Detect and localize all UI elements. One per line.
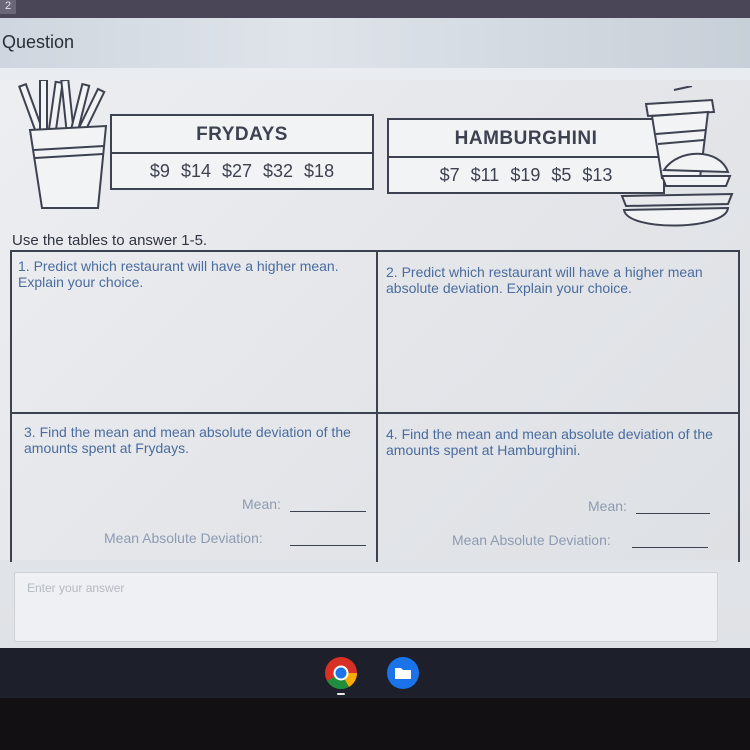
grid-divider-horizontal (12, 412, 738, 414)
question-2: 2. Predict which restaurant will have a higher mean absolute deviation. Explain your choice. (386, 264, 703, 296)
answer-box[interactable] (14, 572, 718, 642)
q4-mean-label: Mean: (588, 498, 627, 514)
q3-mean-label: Mean: (242, 496, 281, 512)
q3-mad-label: Mean Absolute Deviation: (104, 530, 263, 546)
hamburghini-name: HAMBURGHINI (389, 120, 663, 158)
question-number-tab[interactable]: 2 (0, 0, 16, 14)
q3-mean-blank (290, 511, 366, 512)
files-icon[interactable] (386, 656, 420, 690)
instructions-text: Use the tables to answer 1-5. (12, 232, 208, 249)
question-4: 4. Find the mean and mean absolute deviation of the amounts spent at Hamburghini. (386, 426, 713, 458)
q4-mad-label: Mean Absolute Deviation: (452, 532, 611, 548)
frydays-values: $9 $14 $27 $32 $18 (149, 161, 335, 181)
question-content (0, 68, 750, 648)
screen-bezel (0, 698, 750, 750)
frydays-table (110, 114, 374, 190)
hamburghini-values: $7 $11 $19 $5 $13 (439, 165, 613, 185)
fries-icon (8, 80, 120, 210)
frydays-name: FRYDAYS (112, 116, 372, 154)
answer-input[interactable] (15, 573, 717, 603)
q4-mean-blank (636, 513, 710, 514)
burger-drink-icon (616, 86, 740, 242)
chrome-icon[interactable] (324, 656, 358, 696)
q4-mad-blank (632, 547, 708, 548)
worksheet-grid (10, 250, 740, 562)
q3-mad-blank (290, 545, 366, 546)
question-header (0, 18, 750, 69)
worksheet-image (0, 80, 750, 560)
taskbar (0, 648, 750, 698)
question-title: Question (2, 32, 75, 52)
question-1: 1. Predict which restaurant will have a higher mean. Explain your choice. (18, 258, 339, 290)
grid-divider-vertical (376, 252, 378, 562)
top-bar (0, 0, 750, 18)
question-3: 3. Find the mean and mean absolute deviation of the amounts spent at Frydays. (24, 424, 351, 456)
